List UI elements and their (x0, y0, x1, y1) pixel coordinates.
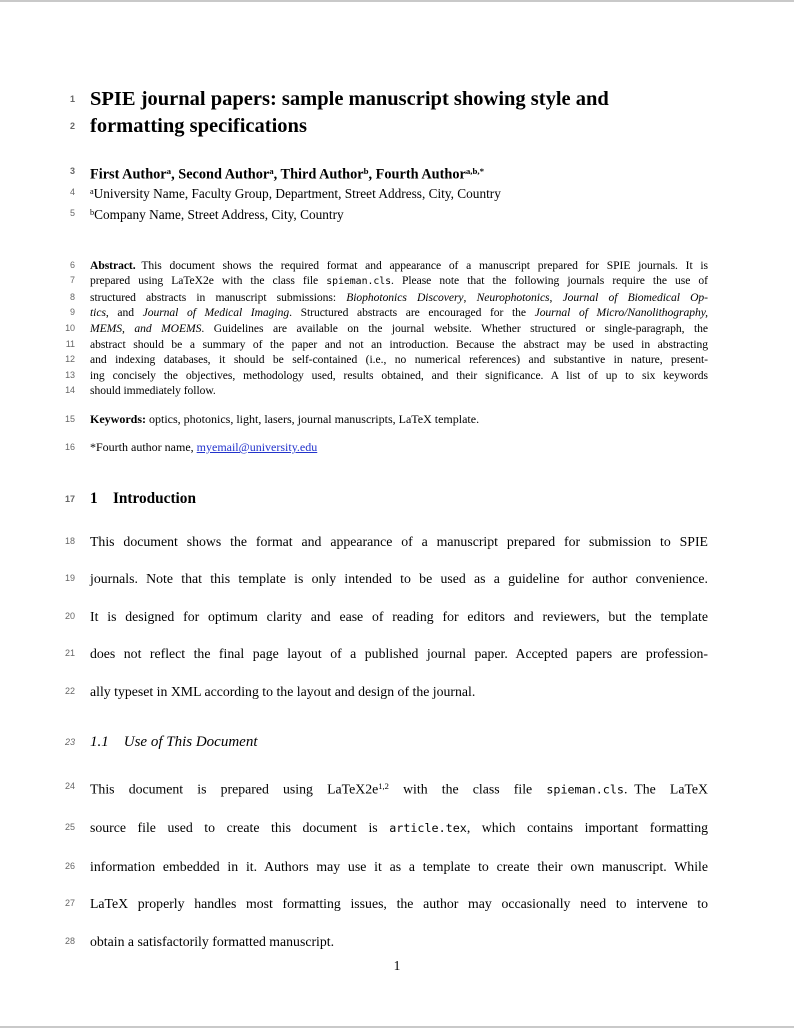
text-segment: SPIE journal papers: sample manuscript showing style and (90, 88, 609, 110)
body-line (64, 598, 708, 636)
superscript: a (90, 187, 94, 197)
abstract-line (70, 290, 708, 306)
document-lines (64, 2, 709, 960)
body-line (64, 809, 708, 848)
abstract-line (70, 258, 708, 274)
italic-text: Journal of Biomedical Op- (562, 290, 708, 304)
title-line (69, 86, 708, 113)
italic-text: Biophotonics Discovery (346, 290, 464, 304)
line-number: 23 (64, 737, 75, 748)
body-line (64, 560, 708, 598)
italic-text: Journal of Micro/Nanolithography, (534, 306, 709, 320)
page-number: 1 (393, 958, 401, 973)
line-number: 26 (64, 860, 75, 871)
body-line (64, 885, 708, 923)
body-line (64, 848, 708, 886)
inline-code: article.tex (389, 821, 467, 836)
line-number: 5 (69, 207, 75, 218)
line-number: 14 (65, 385, 75, 396)
line-number: 28 (64, 935, 75, 946)
text-segment: ally typeset in XML according to the layout and design of the journal. (90, 683, 476, 699)
text-segment: LaTeX properly handles most formatting issues, the author may occasionally need to intervene to (90, 896, 708, 912)
text-segment: This document shows the format and appearance of a manuscript prepared for submission to SPIE (90, 533, 708, 549)
text-segment: , (463, 290, 477, 304)
superscript: a,b,* (465, 166, 485, 176)
authors-line (69, 162, 708, 183)
text-segment: First Author (90, 166, 167, 183)
section-line (64, 489, 708, 509)
text-segment: This document is prepared using LaTeX2e (90, 781, 379, 797)
text-segment: Company Name, Street Address, City, Country (94, 206, 344, 222)
superscript: a (269, 166, 274, 176)
text-segment: abstract should be a summary of the paper and not an introduction. Because the abstract may be used in abstracting (90, 337, 708, 351)
text-segment: . Structured abstracts are encouraged for the (289, 306, 535, 320)
line-number: 7 (70, 275, 75, 286)
line-number: 11 (65, 338, 75, 349)
line-number: 24 (64, 781, 75, 792)
line-number: 18 (64, 535, 75, 546)
text-segment: does not reflect the final page layout of a published journal paper. Accepted papers are profession- (90, 646, 708, 662)
text-segment: journals. Note that this template is only intended to be used as a guideline for author convenience. (90, 571, 708, 587)
line-number: 15 (64, 413, 75, 424)
abstract-line (65, 337, 708, 353)
text-segment: prepared using LaTeX2e with the class file (90, 274, 327, 288)
footnote-line (64, 439, 708, 455)
inline-code: spieman.cls (546, 782, 624, 797)
line-number: 8 (70, 291, 75, 302)
line-number: 2 (69, 121, 75, 131)
abstract-line (70, 305, 709, 321)
body-line (64, 768, 708, 809)
line-number: 22 (64, 685, 75, 696)
line-number: 20 (64, 610, 75, 621)
title-line (69, 113, 708, 140)
text-segment: , which contains important formatting (466, 820, 708, 836)
body-line (64, 523, 708, 561)
text-segment: , (549, 290, 563, 304)
line-number: 16 (64, 441, 75, 452)
email-link[interactable]: myemail@university.edu (196, 439, 318, 454)
text-segment: obtain a satisfactorily formatted manuscript. (90, 933, 335, 949)
superscript: b (90, 207, 95, 217)
line-number: 1 (69, 94, 75, 104)
line-number: 25 (64, 822, 75, 833)
affil-line (69, 183, 708, 203)
body-line (64, 673, 708, 711)
superscript: 1,2 (378, 781, 389, 792)
bold-text: Abstract. (90, 258, 136, 272)
text-segment: information embedded in it. Authors may use it as a template to create their own manuscript. While (90, 858, 708, 874)
abstract-line (65, 352, 708, 368)
italic-text: tics (90, 306, 106, 320)
text-segment: , and (105, 306, 143, 320)
line-number: 4 (69, 187, 75, 198)
line-number: 13 (65, 369, 75, 380)
text-segment: formatting specifications (90, 115, 307, 137)
text-segment: should immediately follow. (90, 384, 216, 398)
bold-text: Keywords: (90, 411, 146, 426)
text-segment: , Second Author (171, 166, 270, 183)
line-number: 6 (70, 259, 75, 270)
abstract-line (65, 383, 708, 399)
text-segment: This document shows the required format and appearance of a manuscript prepared for SPIE journals. It is (135, 258, 708, 272)
text-segment: source file used to create this document is (90, 820, 390, 836)
superscript: a (166, 166, 172, 176)
line-number: 3 (69, 166, 75, 176)
text-segment: , Fourth Author (368, 166, 466, 183)
text-segment: 1.1 Use of This Document (90, 734, 258, 751)
line-number: 10 (65, 323, 75, 334)
line-number: 27 (64, 898, 75, 909)
italic-text: Journal of Medical Imaging (142, 306, 290, 320)
text-segment: with the class file (388, 781, 547, 797)
subsection-line (64, 732, 708, 752)
superscript: b (363, 166, 369, 176)
text-segment: structured abstracts in manuscript submissions: (90, 290, 347, 304)
text-segment: ing concisely the objectives, methodology used, results obtained, and their significance. A list of up to six keywords (90, 368, 708, 382)
text-segment: . Please note that the following journals require the use of (391, 274, 708, 288)
body-line (64, 923, 708, 961)
text-segment: . The LaTeX (623, 781, 708, 797)
text-segment: . Guidelines are available on the journal website. Whether structured or single-paragraph, the (201, 322, 708, 336)
italic-text: MEMS, and MOEMS (90, 322, 202, 336)
abstract-line (70, 273, 708, 290)
text-segment: It is designed for optimum clarity and ease of reading for editors and reviewers, but the template (90, 608, 708, 624)
line-number: 21 (64, 648, 75, 659)
line-number: 9 (70, 307, 75, 318)
line-number: 17 (64, 493, 75, 504)
keywords-line (64, 411, 708, 427)
affil-line (69, 204, 708, 224)
abstract-line (65, 368, 708, 384)
text-segment: 1 Introduction (90, 489, 196, 507)
italic-text: Neurophotonics (476, 290, 550, 304)
line-number: 12 (65, 354, 75, 365)
abstract-line (65, 321, 708, 337)
text-segment: , Third Author (273, 166, 364, 183)
body-line (64, 635, 708, 673)
text-segment: University Name, Faculty Group, Department, Street Address, City, Country (93, 186, 501, 202)
text-segment: optics, photonics, light, lasers, journal manuscripts, LaTeX template. (146, 411, 480, 426)
text-segment: and indexing databases, it should be self-contained (i.e., no numerical references) and substantive in nature, present- (90, 353, 708, 367)
text-segment: *Fourth author name, (90, 439, 197, 454)
inline-code: spieman.cls (326, 276, 391, 288)
line-number: 19 (64, 573, 75, 584)
